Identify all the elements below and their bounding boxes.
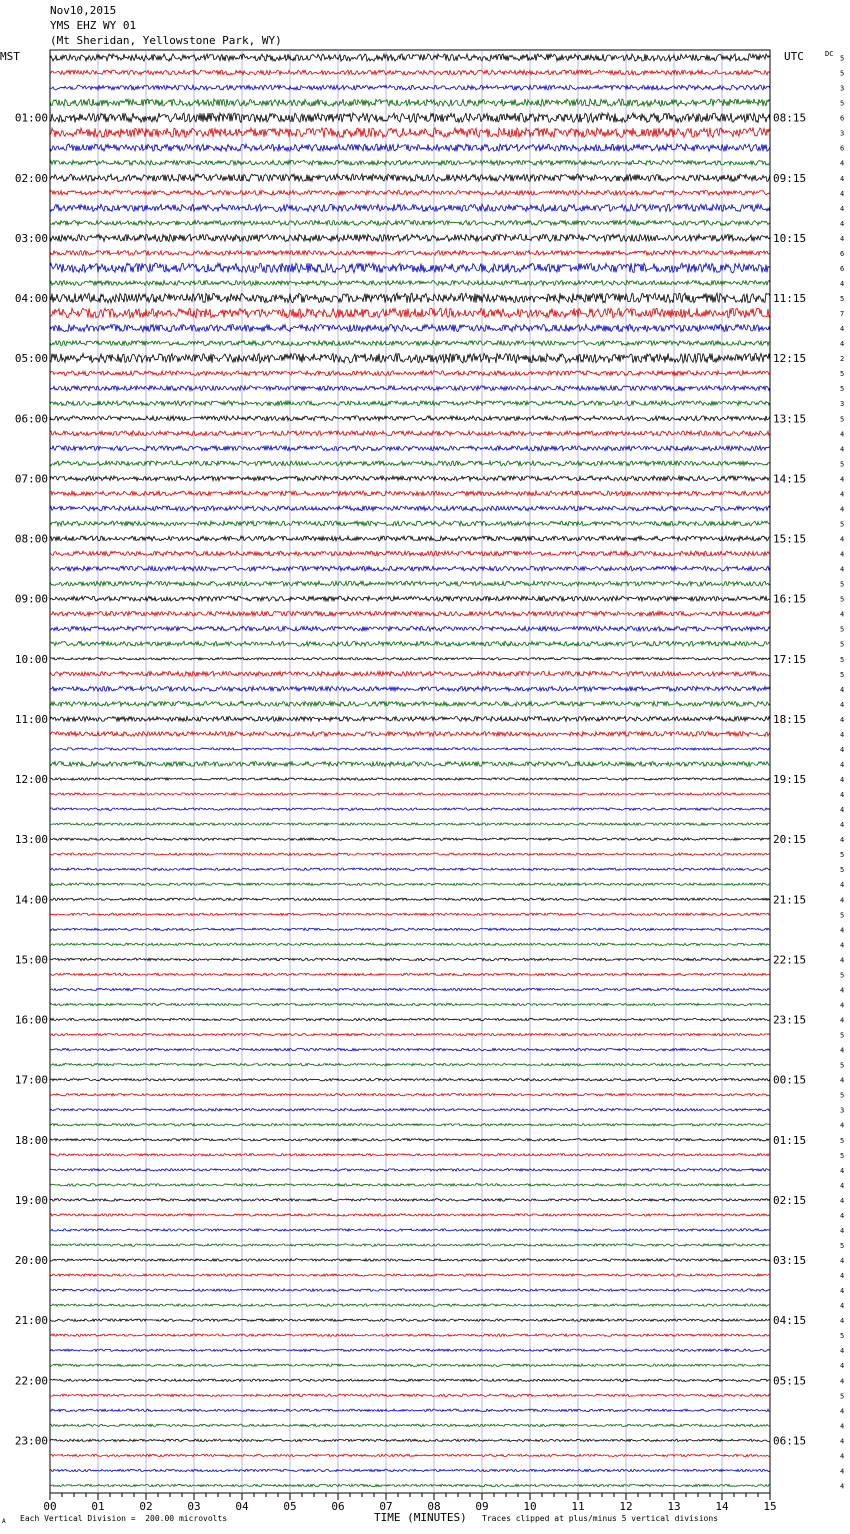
dc-offset-label: 4 — [840, 1166, 845, 1175]
right-hour-label: 06:15 — [773, 1434, 807, 1448]
dc-offset-label: 4 — [840, 986, 845, 995]
seismic-trace — [50, 973, 770, 975]
dc-offset-label: 5 — [840, 580, 845, 589]
seismic-trace — [50, 1454, 770, 1456]
dc-offset-label: 4 — [840, 1407, 845, 1416]
dc-offset-label: 4 — [840, 1196, 845, 1205]
dc-offset-label: 4 — [840, 340, 845, 349]
right-hour-label: 04:15 — [773, 1314, 807, 1328]
right-hour-label: 12:15 — [773, 352, 807, 366]
dc-offset-label: 4 — [840, 806, 845, 815]
seismic-trace — [50, 1334, 770, 1336]
seismic-trace — [50, 1364, 770, 1366]
seismic-trace — [50, 762, 770, 767]
right-hour-label: 03:15 — [773, 1254, 807, 1268]
seismic-trace — [50, 778, 770, 780]
right-hour-label: 00:15 — [773, 1073, 807, 1087]
seismic-trace — [50, 988, 770, 990]
seismic-trace — [50, 353, 770, 363]
dc-offset-label: 3 — [840, 84, 845, 93]
seismic-trace — [50, 1484, 770, 1486]
dc-offset-label: 4 — [840, 941, 845, 950]
dc-offset-label: 5 — [840, 460, 845, 469]
dc-offset-label: 4 — [840, 791, 845, 800]
seismic-trace — [50, 611, 770, 616]
seismic-trace — [50, 1199, 770, 1201]
seismic-trace — [50, 85, 770, 90]
seismic-trace — [50, 1229, 770, 1231]
dc-offset-label: 2 — [840, 355, 845, 364]
dc-offset-label: 4 — [840, 776, 845, 785]
dc-offset-label: 5 — [840, 625, 845, 634]
dc-offset-label: 4 — [840, 730, 845, 739]
seismic-trace — [50, 446, 770, 451]
seismic-trace — [50, 626, 770, 631]
dc-offset-label: 4 — [840, 445, 845, 454]
seismic-trace — [50, 1274, 770, 1276]
right-hour-label: 10:15 — [773, 231, 807, 245]
left-hour-label: 10:00 — [14, 652, 48, 666]
left-hour-label: 08:00 — [14, 532, 48, 546]
dc-offset-label: 7 — [840, 310, 845, 319]
seismic-trace — [50, 506, 770, 511]
x-tick-label: 12 — [619, 1500, 633, 1513]
seismic-trace — [50, 596, 770, 601]
x-tick-label: 06 — [331, 1500, 345, 1513]
seismic-trace — [50, 1063, 770, 1065]
right-hour-label: 16:15 — [773, 592, 807, 606]
dc-offset-label: 5 — [840, 1061, 845, 1070]
dc-offset-label: 4 — [840, 1302, 845, 1311]
dc-offset-label: 4 — [840, 745, 845, 754]
dc-offset-label: 4 — [840, 1362, 845, 1371]
seismic-trace — [50, 1289, 770, 1291]
seismic-trace — [50, 1319, 770, 1321]
right-hour-label: 18:15 — [773, 712, 807, 726]
seismic-trace — [50, 702, 770, 707]
dc-offset-label: 6 — [840, 249, 845, 258]
seismic-trace — [50, 308, 770, 318]
station-code: YMS EHZ WY 01 — [50, 19, 137, 32]
dc-offset-label: 4 — [840, 1347, 845, 1356]
seismic-trace — [50, 461, 770, 466]
x-tick-label: 09 — [475, 1500, 489, 1513]
dc-offset-label: 4 — [840, 1226, 845, 1235]
left-hour-label: 03:00 — [14, 231, 48, 245]
dc-offset-label: 4 — [840, 1287, 845, 1296]
seismic-trace — [50, 1214, 770, 1216]
dc-offset-label: 6 — [840, 264, 845, 273]
x-tick-label: 02 — [139, 1500, 153, 1513]
seismic-trace — [50, 793, 770, 795]
seismic-trace — [50, 1439, 770, 1441]
seismic-trace — [50, 190, 770, 195]
dc-offset-label: 4 — [840, 1121, 845, 1130]
seismic-trace — [50, 1184, 770, 1186]
seismic-trace — [50, 1154, 770, 1156]
seismic-trace — [50, 943, 770, 945]
left-hour-label: 22:00 — [14, 1374, 48, 1388]
dc-offset-label: 4 — [840, 610, 845, 619]
dc-offset-label: 5 — [840, 640, 845, 649]
right-timezone-label: UTC — [784, 50, 804, 63]
left-hour-label: 07:00 — [14, 472, 48, 486]
seismic-trace — [50, 686, 770, 691]
seismic-trace — [50, 928, 770, 930]
x-tick-label: 07 — [379, 1500, 393, 1513]
seismic-trace — [50, 883, 770, 885]
right-hour-label: 15:15 — [773, 532, 807, 546]
seismic-trace — [50, 416, 770, 421]
seismic-trace — [50, 1124, 770, 1126]
dc-offset-label: 5 — [840, 69, 845, 78]
right-hour-label: 02:15 — [773, 1193, 807, 1207]
seismic-trace — [50, 913, 770, 915]
left-hour-label: 12:00 — [14, 773, 48, 787]
left-hour-label: 21:00 — [14, 1314, 48, 1328]
seismic-trace — [50, 234, 770, 241]
seismic-trace — [50, 174, 770, 181]
dc-offset-label: 4 — [840, 279, 845, 288]
dc-offset-label: 4 — [840, 325, 845, 334]
dc-offset-label: 5 — [840, 520, 845, 529]
dc-offset-label: 3 — [840, 1106, 845, 1115]
seismic-trace — [50, 251, 770, 256]
x-axis-title: TIME (MINUTES) — [374, 1511, 467, 1524]
dc-offset-label: 4 — [840, 1257, 845, 1266]
seismic-trace — [50, 144, 770, 151]
dc-offset-label: 4 — [840, 174, 845, 183]
seismic-trace — [50, 281, 770, 286]
seismic-trace — [50, 204, 770, 211]
seismic-trace — [50, 1018, 770, 1020]
dc-offset-label: 5 — [840, 1091, 845, 1100]
left-hour-label: 19:00 — [14, 1193, 48, 1207]
seismic-trace — [50, 1109, 770, 1111]
seismic-trace — [50, 521, 770, 526]
seismic-trace — [50, 1304, 770, 1306]
right-hour-label: 20:15 — [773, 833, 807, 847]
seismic-trace — [50, 1094, 770, 1096]
dc-offset-label: 5 — [840, 54, 845, 63]
seismic-trace — [50, 1139, 770, 1141]
left-hour-label: 16:00 — [14, 1013, 48, 1027]
x-tick-label: 11 — [571, 1500, 585, 1513]
seismic-trace — [50, 128, 770, 138]
right-hour-label: 21:15 — [773, 893, 807, 907]
x-tick-label: 01 — [91, 1500, 105, 1513]
dc-offset-label: 4 — [840, 881, 845, 890]
seismic-trace — [50, 386, 770, 391]
seismic-trace — [50, 898, 770, 900]
seismic-trace — [50, 1379, 770, 1381]
dc-offset-label: 4 — [840, 1272, 845, 1281]
dc-offset-label: 6 — [840, 144, 845, 153]
dc-offset-label: 5 — [840, 1136, 845, 1145]
dc-offset-label: 4 — [840, 1482, 845, 1491]
seismic-trace — [50, 1469, 770, 1471]
dc-offset-label: 5 — [840, 655, 845, 664]
dc-offset-label: 5 — [840, 1151, 845, 1160]
seismic-trace — [50, 853, 770, 855]
right-hour-label: 14:15 — [773, 472, 807, 486]
seismic-trace — [50, 341, 770, 346]
seismic-trace — [50, 491, 770, 496]
x-tick-label: 00 — [43, 1500, 57, 1513]
seismic-trace — [50, 641, 770, 646]
dc-offset-label: 4 — [840, 700, 845, 709]
left-hour-label: 09:00 — [14, 592, 48, 606]
dc-offset-label: 4 — [840, 715, 845, 724]
seismic-trace — [50, 671, 770, 676]
right-hour-label: 08:15 — [773, 111, 807, 125]
seismic-trace — [50, 401, 770, 406]
dc-offset-label: 5 — [840, 670, 845, 679]
left-hour-label: 06:00 — [14, 412, 48, 426]
seismic-trace — [50, 551, 770, 556]
dc-offset-label: 5 — [840, 1392, 845, 1401]
seismic-trace — [50, 1169, 770, 1171]
left-hour-label: 13:00 — [14, 833, 48, 847]
dc-offset-label: 5 — [840, 971, 845, 980]
seismic-trace — [50, 1259, 770, 1261]
clip-note: Traces clipped at plus/minus 5 vertical divisions — [482, 1514, 719, 1523]
left-hour-label: 18:00 — [14, 1133, 48, 1147]
dc-offset-label: 4 — [840, 1016, 845, 1025]
dc-offset-label: 5 — [840, 866, 845, 875]
seismic-trace — [50, 566, 770, 571]
right-hour-label: 17:15 — [773, 652, 807, 666]
dc-offset-label: 4 — [840, 685, 845, 694]
dc-offset-label: 5 — [840, 385, 845, 394]
station-location: (Mt Sheridan, Yellowstone Park, WY) — [50, 34, 282, 47]
seismic-trace — [50, 160, 770, 165]
left-hour-label: 23:00 — [14, 1434, 48, 1448]
dc-offset-label: 4 — [840, 836, 845, 845]
seismic-trace — [50, 1244, 770, 1246]
dc-offset-label: 4 — [840, 821, 845, 830]
seismic-trace — [50, 658, 770, 660]
dc-offset-label: 4 — [840, 1437, 845, 1446]
dc-offset-label: 3 — [840, 129, 845, 138]
dc-offset-label: 4 — [840, 234, 845, 243]
dc-offset-label: 5 — [840, 851, 845, 860]
seismic-trace — [50, 70, 770, 75]
dc-offset-label: 4 — [840, 1001, 845, 1010]
dc-offset-label: 3 — [840, 400, 845, 409]
dc-offset-label: 5 — [840, 415, 845, 424]
dc-offset-label: 5 — [840, 1031, 845, 1040]
seismic-trace — [50, 54, 770, 61]
left-hour-label: 04:00 — [14, 292, 48, 306]
left-hour-label: 14:00 — [14, 893, 48, 907]
right-hour-label: 23:15 — [773, 1013, 807, 1027]
dc-offset-label: 5 — [840, 295, 845, 304]
x-tick-label: 10 — [523, 1500, 537, 1513]
dc-offset-label: 4 — [840, 475, 845, 484]
dc-offset-label: 4 — [840, 760, 845, 769]
left-hour-label: 01:00 — [14, 111, 48, 125]
dc-offset-label: 5 — [840, 1241, 845, 1250]
seismic-trace — [50, 1048, 770, 1050]
left-hour-label: 11:00 — [14, 712, 48, 726]
dc-offset-label: 4 — [840, 550, 845, 559]
seismic-trace — [50, 99, 770, 106]
left-hour-label: 17:00 — [14, 1073, 48, 1087]
seismic-trace — [50, 808, 770, 810]
dc-offset-label: 4 — [840, 565, 845, 574]
dc-offset-label: 4 — [840, 535, 845, 544]
dc-offset-label: 4 — [840, 1181, 845, 1190]
seismic-trace — [50, 113, 770, 123]
left-hour-label: 20:00 — [14, 1254, 48, 1268]
dc-offset-label: 4 — [840, 490, 845, 499]
dc-offset-label: 4 — [840, 505, 845, 514]
seismic-trace — [50, 1394, 770, 1396]
dc-offset-label: 4 — [840, 1422, 845, 1431]
dc-offset-label: 4 — [840, 896, 845, 905]
right-hour-label: 22:15 — [773, 953, 807, 967]
left-timezone-label: MST — [0, 50, 20, 63]
dc-offset-label: 4 — [840, 430, 845, 439]
left-hour-label: 02:00 — [14, 171, 48, 185]
seismic-trace — [50, 536, 770, 541]
seismic-trace — [50, 371, 770, 376]
seismic-trace — [50, 581, 770, 586]
seismic-trace — [50, 1349, 770, 1351]
seismic-trace — [50, 1033, 770, 1035]
seismic-trace — [50, 1409, 770, 1411]
dc-offset-label: 5 — [840, 99, 845, 108]
x-tick-label: 03 — [187, 1500, 201, 1513]
dc-offset-label: 4 — [840, 1076, 845, 1085]
seismic-trace — [50, 823, 770, 825]
seismic-trace — [50, 748, 770, 750]
dc-offset-label: 4 — [840, 219, 845, 228]
seismic-trace — [50, 732, 770, 737]
x-tick-label: 15 — [763, 1500, 777, 1513]
x-tick-label: 05 — [283, 1500, 297, 1513]
vertical-scale-note: Each Vertical Division = 200.00 microvolts — [20, 1514, 228, 1523]
x-tick-label: 04 — [235, 1500, 249, 1513]
right-hour-label: 19:15 — [773, 773, 807, 787]
dc-offset-label: 5 — [840, 370, 845, 379]
seismic-trace — [50, 838, 770, 840]
dc-offset-label: 4 — [840, 1317, 845, 1326]
left-hour-label: 15:00 — [14, 953, 48, 967]
right-hour-label: 01:15 — [773, 1133, 807, 1147]
dc-offset-label: 4 — [840, 1377, 845, 1386]
x-tick-label: 13 — [667, 1500, 681, 1513]
seismic-trace — [50, 476, 770, 481]
seismic-trace — [50, 958, 770, 960]
right-hour-label: 09:15 — [773, 171, 807, 185]
seismic-trace — [50, 717, 770, 722]
x-tick-label: 14 — [715, 1500, 729, 1513]
dc-offset-label: 5 — [840, 1332, 845, 1341]
dc-offset-label: 4 — [840, 956, 845, 965]
dc-offset-label: 4 — [840, 926, 845, 935]
dc-offset-label: 4 — [840, 1046, 845, 1055]
seismic-trace — [50, 1424, 770, 1426]
seismic-trace — [50, 325, 770, 332]
seismic-trace — [50, 431, 770, 436]
x-tick-label: 08 — [427, 1500, 441, 1513]
dc-offset-label: 4 — [840, 1452, 845, 1461]
right-hour-label: 13:15 — [773, 412, 807, 426]
dc-offset-label: 4 — [840, 189, 845, 198]
dc-offset-label: 4 — [840, 159, 845, 168]
dc-header-label: DC — [825, 50, 834, 58]
seismic-trace — [50, 868, 770, 870]
dc-offset-label: 4 — [840, 204, 845, 213]
left-hour-label: 05:00 — [14, 352, 48, 366]
seismic-trace — [50, 1078, 770, 1080]
right-hour-label: 05:15 — [773, 1374, 807, 1388]
dc-offset-label: 6 — [840, 114, 845, 123]
dc-offset-label: 5 — [840, 911, 845, 920]
dc-offset-label: 5 — [840, 595, 845, 604]
dc-offset-label: 4 — [840, 1211, 845, 1220]
seismic-trace — [50, 293, 770, 303]
seismic-trace — [50, 1003, 770, 1005]
seismic-trace — [50, 263, 770, 273]
plot-date: Nov10,2015 — [50, 4, 117, 17]
right-hour-label: 11:15 — [773, 292, 807, 306]
seismic-trace — [50, 221, 770, 226]
corner-marker: A — [2, 1518, 6, 1525]
dc-offset-label: 4 — [840, 1467, 845, 1476]
